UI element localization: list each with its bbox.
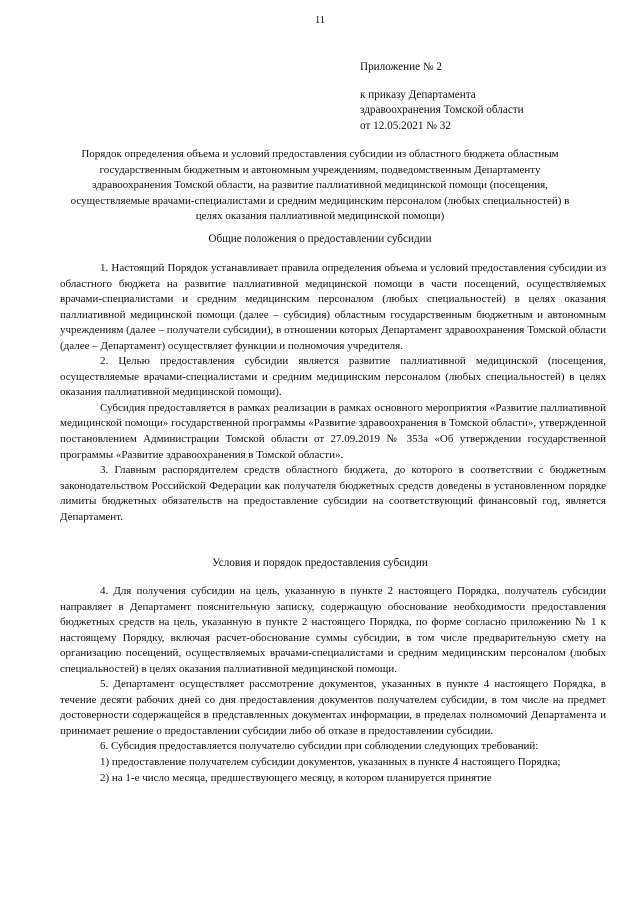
section-heading: Условия и порядок предоставления субсидии — [212, 557, 428, 569]
page-number: 11 — [314, 15, 326, 26]
section-body — [60, 261, 606, 525]
paragraph: 1. Настоящий Порядок устанавливает правила определения объема и условий предоставления субсидии из областного бюджета на развитие паллиативной медицинской помощи в части посещений, осуществляемых врачами-специалистами и средним медицинским персоналом (любых специальностей) в целях оказания паллиативной медицинской помощи (далее – субсидия) областным государственным бюджетным и автономным учреждениям (далее – получатели субсидии), в отношении которых Департамент здравоохранения Томской области (далее – Департамент) осуществляет функции и полномочия учредителя. — [60, 262, 606, 352]
paragraph: 2) на 1-е число месяца, предшествующего месяцу, в котором планируется принятие — [100, 771, 492, 784]
paragraph: 1) предоставление получателем субсидии документов, указанных в пункте 4 настоящего Порядка; — [100, 756, 561, 769]
appendix-line: к приказу Департамента — [360, 88, 476, 101]
paragraph: 6. Субсидия предоставляется получателю субсидии при соблюдении следующих требований: — [100, 740, 539, 753]
paragraph: 5. Департамент осуществляет рассмотрение документов, указанных в пункте 4 настоящего Порядка, в течение десяти рабочих дней со дня предоставления документов получателем субсидии, в том числе на предмет достоверности содержащейся в представленных документах информации, в пределах полномочий Департамента и принимает решение о предоставлении субсидии либо об отказе в предоставлении субсидии. — [60, 678, 606, 737]
appendix-block — [360, 60, 524, 134]
paragraph: 3. Главным распорядителем средств областного бюджета, до которого в соответствии с бюджетным законодательством Российской Федерации как получателя бюджетных средств доведены в установленном порядке лимиты бюджетных обязательств на предоставление субсидии на соответствующий финансовый год, является Департамент. — [60, 464, 606, 523]
paragraph: Субсидия предоставляется в рамках реализации в рамках основного мероприятия «Развитие паллиативной медицинской помощи» государственной программы «Развитие здравоохранения в Томской области», утвержденной постановлением Администрации Томской области от 27.09.2019 № 353а «Об утверждении государственной программы «Развитие здравоохранения в Томской области». — [60, 401, 606, 461]
paragraph: 4. Для получения субсидии на цель, указанную в пункте 2 настоящего Порядка, получатель субсидии направляет в Департамент пояснительную записку, содержащую обоснование необходимости предоставления бюджетных средств на цель, указанную в пункте 2 настоящего Порядка, по форме согласно приложению № 1 к настоящему Порядку, включая расчет-обоснование суммы субсидии, в том числе предварительную смету на организацию посещений, осуществляемых врачами-специалистами и средним медицинским персоналом (любых специальностей) в целях оказания паллиативной медицинской помощи. — [60, 585, 606, 675]
paragraph: 2. Целью предоставления субсидии является развитие паллиативной медицинской (посещения, осуществляемые врачами-специалистами и средним медицинским персоналом (любых специальностей) в целях оказания паллиативной медицинской помощи). — [60, 355, 606, 399]
section-body — [60, 584, 606, 786]
appendix-title: Приложение № 2 — [360, 61, 442, 73]
document-title: Порядок определения объема и условий предоставления субсидии из областного бюджета областным государственным бюджетным и автономным учреждениям, подведомственным Департаменту здравоохранения Томской области, на развитие паллиативной медицинской помощи (посещения, осуществляемые врачами-специалистами и средним медицинским персоналом (любых специальностей) в целях оказания паллиативной медицинской помощи) — [70, 148, 570, 222]
appendix-line: от 12.05.2021 № 32 — [360, 119, 451, 132]
section-heading: Общие положения о предоставлении субсидии — [208, 233, 432, 245]
appendix-line: здравоохранения Томской области — [360, 104, 524, 116]
